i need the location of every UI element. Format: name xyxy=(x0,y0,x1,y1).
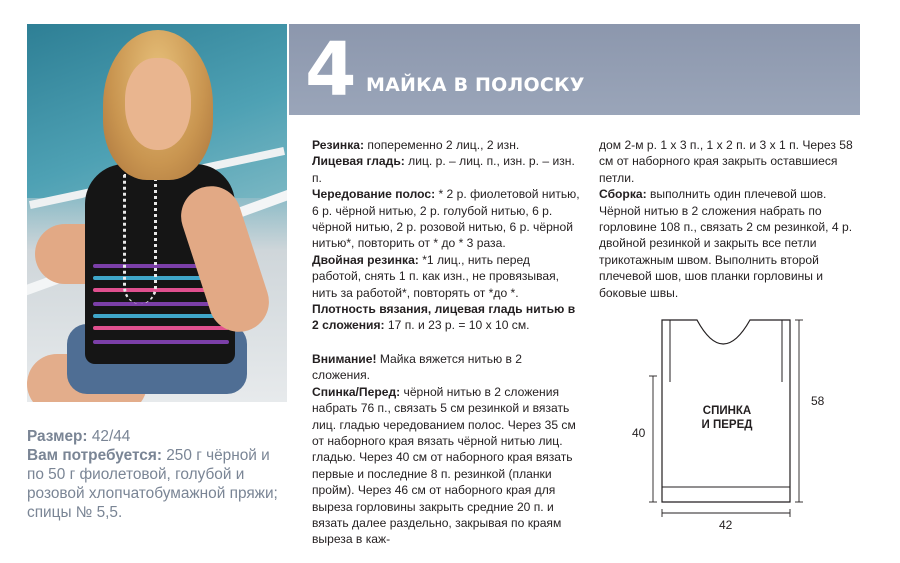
pattern-title: МАЙКА В ПОЛОСКУ xyxy=(366,74,585,96)
materials-line: Вам потребуется: 250 г чёрной и по 50 г фиолетовой, голубой и розовой хлопчатобумажной пряжи; спицы № 5,5. xyxy=(27,447,278,521)
paragraph-double-ribbing: Двойная резинка: *1 лиц., нить перед работой, снять 1 п. как изн., не провязывая, нить за работой*, повторять от *до *. xyxy=(312,252,560,300)
instructions-column-1 xyxy=(312,137,582,548)
dimension-height-label: 58 xyxy=(811,394,825,408)
paragraph-stripes: Чередование полос: * 2 р. фиолетовой нитью, 6 р. чёрной нитью, 2 р. голубой нитью, 6 р. чёрной нитью, 2 р. розовой нитью, 6 р. чёрной нитью*, повторить от * до * 3 раза. xyxy=(312,187,580,251)
paragraph-stockinette: Лицевая гладь: лиц. р. – лиц. п., изн. р. – изн. п. xyxy=(312,154,575,185)
instructions-column-2 xyxy=(599,137,861,301)
stripe-blue xyxy=(93,314,229,318)
necklace xyxy=(123,174,157,304)
materials-info xyxy=(27,427,285,522)
schematic-label: СПИНКА И ПЕРЕД xyxy=(701,405,753,431)
paragraph-assembly: Сборка: выполнить один плечевой шов. Чёрной нитью в 2 сложения набрать по горловине 108 п., связать 2 см резинкой, 4 р. двойной резинкой и закрыть все петли трикотажным швом. Выполнить второй плечевой шов, шов планки горловины и боковые швы. xyxy=(599,187,853,300)
paragraph-gauge: Плотность вязания, лицевая гладь нитью в 2 сложения: 17 п. и 23 р. = 10 х 10 см. xyxy=(312,302,576,333)
size-line: Размер: 42/44 xyxy=(27,428,131,445)
dimension-width-label: 42 xyxy=(719,518,733,532)
stripe-pink xyxy=(93,326,229,330)
pattern-number: 4 xyxy=(305,27,357,113)
paragraph-back-front: Спинка/Перед: чёрной нитью в 2 сложения набрать 76 п., связать 5 см резинкой и вязать лиц. гладью чередованием полос. Через 35 см от наборного края вязать чёрной нитью лиц. гладью. Через 40 см от наборного края вязать первые и последние 8 п. резинкой (планки пройм). Через 46 см от наборного края для выреза горловины закрыть средние 20 п. и вязать далее раздельно, закрывая по краям выреза в каж- xyxy=(312,384,576,547)
garment-schematic xyxy=(625,312,845,534)
paragraph-attention: Внимание! Майка вяжется нитью в 2 сложения. xyxy=(312,351,523,383)
stripe-purple xyxy=(93,340,229,344)
header-band xyxy=(289,24,860,115)
paragraph-ribbing: Резинка: попеременно 2 лиц., 2 изн. xyxy=(312,138,520,152)
paragraph-continuation: дом 2-м р. 1 х 3 п., 1 х 2 п. и 3 х 1 п. Через 58 см от наборного края закрыть оставшиеся петли. xyxy=(599,138,853,185)
model-photo xyxy=(27,24,287,402)
dimension-side-label: 40 xyxy=(632,426,646,440)
face xyxy=(125,58,191,150)
